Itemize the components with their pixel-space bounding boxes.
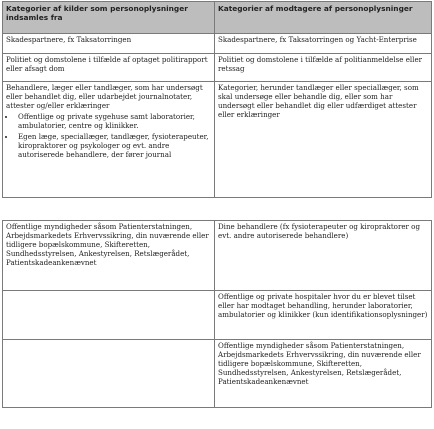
table-header-row [3,2,432,34]
table-cell: Skadespartnere, fx Taksatorringen og Yacht-Enterprise [215,34,432,54]
list-item: • Egen læge, speciallæger, tandlæger, fysioterapeuter, kiropraktorer og psykologer og evt. andre autoriserede behandlere, der fører journal [16,132,211,159]
table-row [3,54,432,82]
table-cell: Kategorier, herunder tandlæger eller speciallæger, som skal undersøge eller behandle dig, eller som har undersøgt eller behandlet dig eller udfærdiget attester eller erklæringer [215,82,432,198]
header-sources: Kategorier af kilder som personoplysninger indsamles fra [3,2,215,34]
table-cell [3,291,215,340]
header-recipients: Kategorier af modtagere af personoplysninger [215,2,432,34]
table-cell: Politiet og domstolene i tilfælde af optaget politirapport eller afsagt dom [3,54,215,82]
authorities-table [2,220,432,408]
table-cell: Offentlige myndigheder såsom Patienterstatningen, Arbejdsmarkedets Erhvervssikring, din nuværende eller tidligere bopælskommune, Skifteretten, Sundhedsstyrelsen, Ankestyrelsen, Retslægerådet, Patientskadeankenævnet [215,340,432,408]
table-row [3,340,432,408]
table-cell: Offentlige myndigheder såsom Patienterstatningen, Arbejdsmarkedets Erhvervssikring, din nuværende eller tidligere bopælskommune, Skifteretten, Sundhedsstyrelsen, Ankestyrelsen, Retslægerådet, Patientskadeankenævnet [3,221,215,291]
table-row [3,34,432,54]
table-row [3,291,432,340]
cell-text: Behandlere, læger eller tandlæger, som har undersøgt eller behandlet dig, eller udarbejdet journalnotater, attester og/eller erklæringer [6,83,203,110]
bullet-list [6,112,211,159]
list-item: • Offentlige og private sygehuse samt laboratorier, ambulatorier, centre og klinikker. [16,112,211,130]
table-cell: Politiet og domstolene i tilfælde af politianmeldelse eller retssag [215,54,432,82]
sources-recipients-table [2,1,432,198]
table-cell: Offentlige og private hospitaler hvor du er blevet tilset eller har modtaget behandling, herunder laboratorier, ambulatorier og klinikker (kun identifikationsoplysninger) [215,291,432,340]
table-row [3,82,432,198]
table-row [3,221,432,291]
table-cell: Skadespartnere, fx Taksatorringen [3,34,215,54]
table-cell: Dine behandlere (fx fysioterapeuter og kiropraktorer og evt. andre autoriserede behandlere) [215,221,432,291]
table-cell [3,340,215,408]
table-cell [3,82,215,198]
